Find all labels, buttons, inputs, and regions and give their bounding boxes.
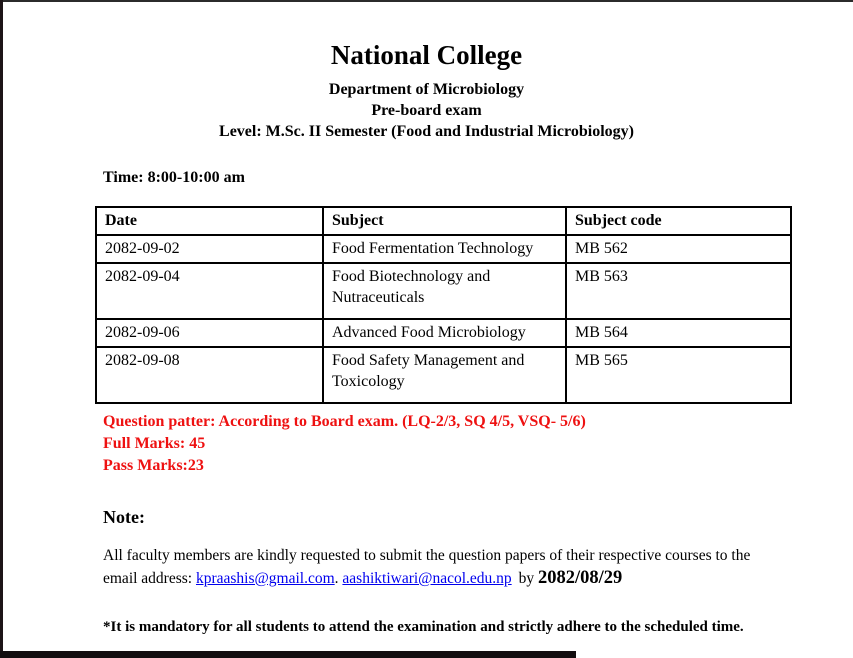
cell-subject-code: MB 564 [566, 319, 791, 347]
cell-date: 2082-09-02 [96, 235, 323, 263]
submission-deadline: 2082/08/29 [538, 568, 623, 588]
note-heading: Note: [103, 507, 145, 527]
cell-subject: Food Fermentation Technology [323, 235, 566, 263]
scan-edge-left [0, 0, 3, 658]
email-link-1[interactable]: kpraashis@gmail.com [195, 570, 335, 587]
column-header-subject: Subject [323, 207, 566, 235]
document-body [0, 169, 853, 636]
cell-date: 2082-09-08 [96, 347, 323, 403]
email-link-2[interactable]: aashiktiwari@nacol.edu.np [342, 570, 512, 587]
cell-subject: Food Safety Management and Toxicology [323, 347, 566, 403]
exam-schedule-table [95, 206, 792, 404]
scan-edge-bottom [0, 651, 576, 658]
table-header-row [96, 207, 791, 235]
note-line-1: All faculty members are kindly requested to submit the question papers of their respective courses to the [103, 547, 751, 564]
email-prefix-label: email address: [103, 570, 196, 587]
email-separator: . [334, 570, 343, 587]
question-pattern-line: Question patter: According to Board exam. (LQ-2/3, SQ 4/5, VSQ- 5/6) [103, 413, 586, 430]
subtitle-department: Department of Microbiology [328, 81, 525, 98]
exam-pattern-block [103, 411, 793, 477]
cell-subject-code: MB 565 [566, 347, 791, 403]
cell-subject-code: MB 563 [566, 263, 791, 319]
scan-edge-top [0, 0, 853, 2]
document-header [0, 0, 853, 142]
cell-subject: Advanced Food Microbiology [323, 319, 566, 347]
cell-subject-code: MB 562 [566, 235, 791, 263]
note-line-2 [103, 567, 793, 590]
note-paragraph [103, 545, 793, 590]
full-marks-line: Full Marks: 45 [103, 435, 206, 452]
cell-date: 2082-09-06 [96, 319, 323, 347]
subtitle-level: Level: M.Sc. II Semester (Food and Industrial Microbiology) [219, 123, 634, 140]
table-row [96, 319, 791, 347]
pass-marks-line: Pass Marks:23 [103, 457, 204, 474]
table-row [96, 235, 791, 263]
mandatory-attendance-note: *It is mandatory for all students to attend the examination and strictly adhere to the scheduled time. [103, 619, 744, 635]
subtitle-exam-type: Pre-board exam [371, 102, 482, 119]
cell-subject: Food Biotechnology and Nutraceuticals [323, 263, 566, 319]
table-row [96, 347, 791, 403]
by-label: by [518, 570, 539, 587]
table-row [96, 263, 791, 319]
column-header-subject-code: Subject code [566, 207, 791, 235]
column-header-date: Date [96, 207, 323, 235]
cell-date: 2082-09-04 [96, 263, 323, 319]
exam-time-label: Time: 8:00-10:00 am [103, 169, 245, 186]
page-title: National College [330, 40, 523, 70]
